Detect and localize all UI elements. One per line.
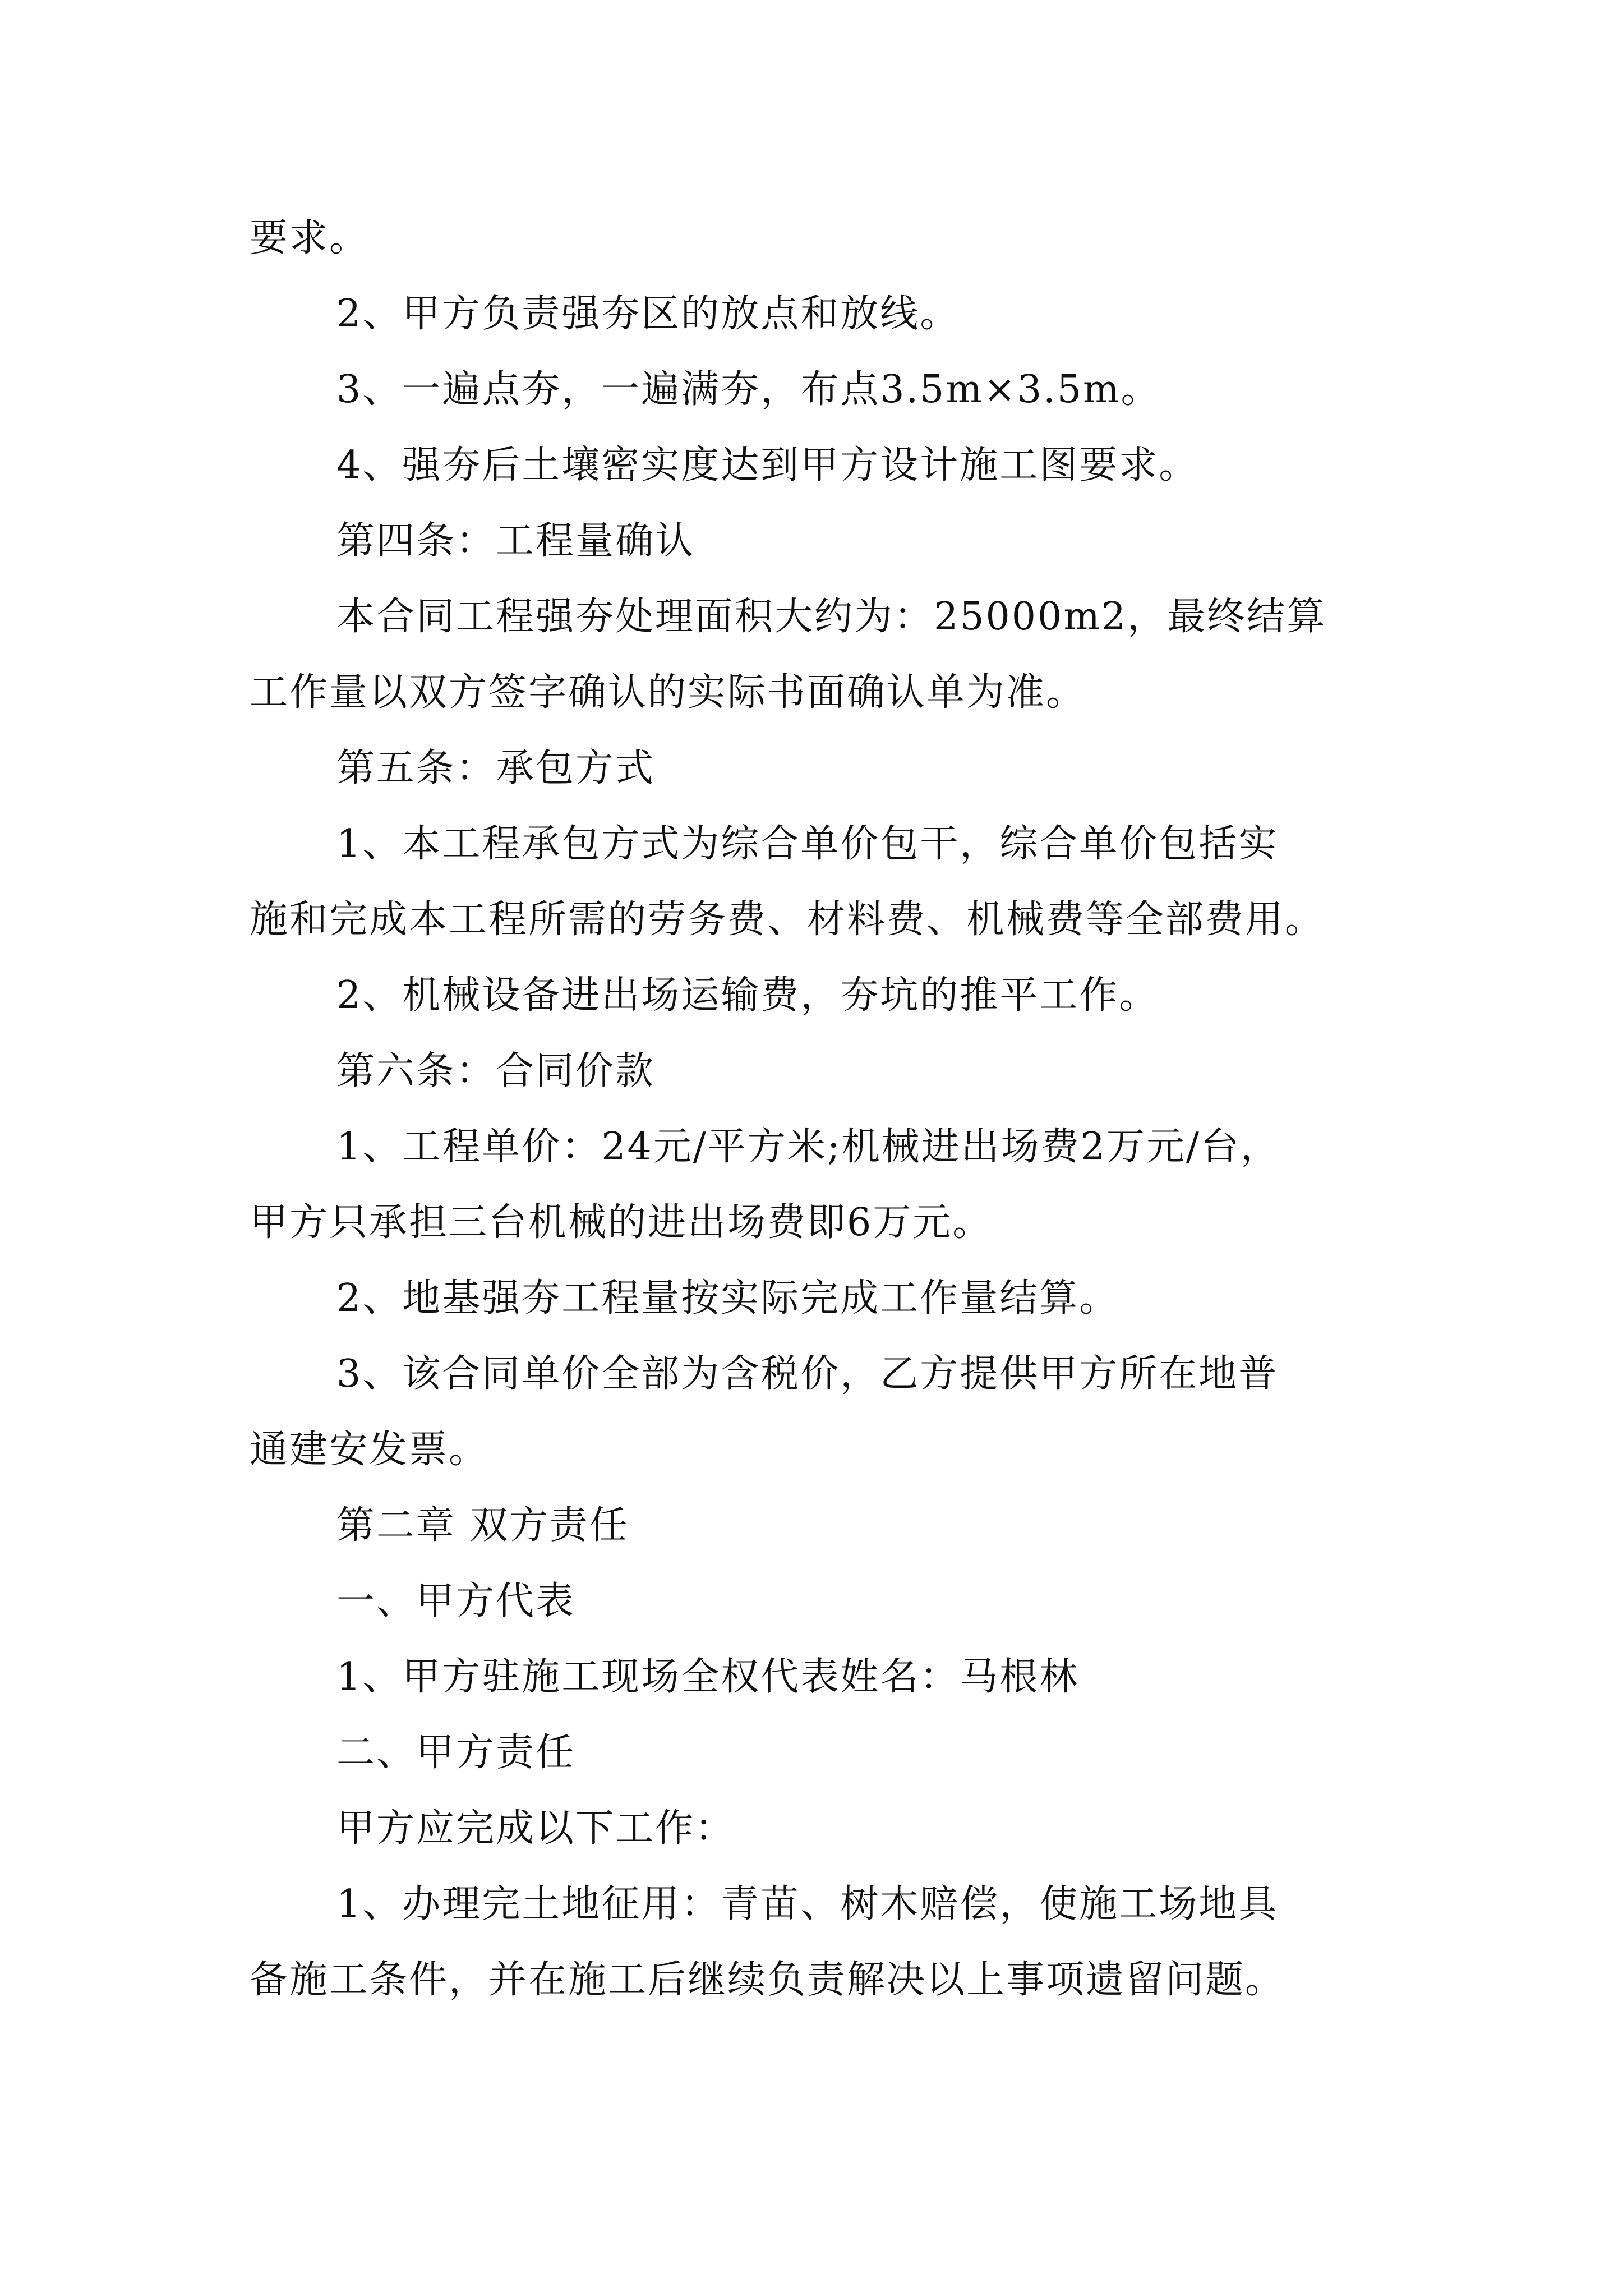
paragraph-line: 4、强夯后土壤密实度达到甲方设计施工图要求。 [336, 443, 1199, 487]
paragraph-line: 3、该合同单价全部为含税价，乙方提供甲方所在地普 [336, 1352, 1279, 1396]
paragraph-line: 甲方应完成以下工作： [336, 1806, 735, 1851]
paragraph-line: 本合同工程强夯处理面积大约为：25000m2，最终结算 [336, 595, 1327, 639]
paragraph-line: 1、办理完土地征用：青苗、树木赔偿，使施工场地具 [336, 1882, 1279, 1926]
paragraph-line: 2、甲方负责强夯区的放点和放线。 [336, 292, 960, 336]
section-heading: 第五条：承包方式 [336, 746, 656, 790]
paragraph-line: 1、本工程承包方式为综合单价包干，综合单价包括实 [336, 822, 1279, 866]
section-heading: 第四条：工程量确认 [336, 519, 695, 563]
paragraph-line: 施和完成本工程所需的劳务费、材料费、机械费等全部费用。 [250, 898, 1325, 942]
paragraph-line: 2、机械设备进出场运输费，夯坑的推平工作。 [336, 973, 1159, 1018]
paragraph-line: 要求。 [250, 216, 370, 260]
paragraph-line: 3、一遍点夯，一遍满夯，布点3.5m×3.5m。 [336, 367, 1161, 412]
chapter-heading: 第二章 双方责任 [336, 1503, 629, 1548]
paragraph-line: 通建安发票。 [250, 1428, 489, 1472]
paragraph-line: 工作量以双方签字确认的实际书面确认单为准。 [250, 670, 1086, 715]
subsection-heading: 一、甲方代表 [336, 1579, 576, 1623]
paragraph-line: 1、甲方驻施工现场全权代表姓名：马根林 [336, 1655, 1080, 1699]
paragraph-line: 2、地基强夯工程量按实际完成工作量结算。 [336, 1276, 1119, 1320]
subsection-heading: 二、甲方责任 [336, 1731, 576, 1775]
paragraph-line: 甲方只承担三台机械的进出场费即6万元。 [250, 1200, 993, 1245]
paragraph-line: 1、工程单价：24元/平方米;机械进出场费2万元/台， [336, 1125, 1280, 1169]
section-heading: 第六条：合同价款 [336, 1049, 656, 1093]
paragraph-line: 备施工条件，并在施工后继续负责解决以上事项遗留问题。 [250, 1958, 1285, 2002]
